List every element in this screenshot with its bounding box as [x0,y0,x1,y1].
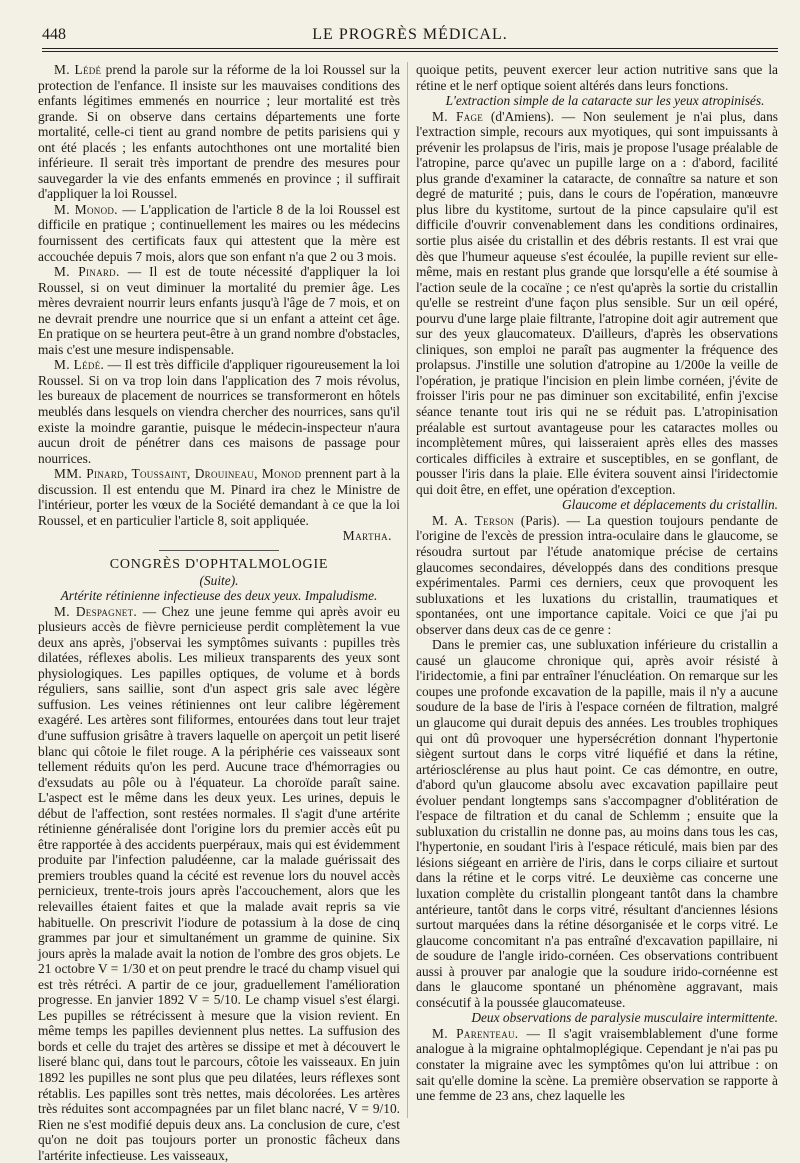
journal-title: LE PROGRÈS MÉDICAL. [312,26,508,43]
speaker-name: M. Fage [432,108,484,124]
paragraph-despagnet [38,604,400,1163]
speaker-name: M. Parenteau. [432,1025,519,1041]
paragraph-terson [416,513,778,637]
column-divider [407,62,408,1118]
section-heading: CONGRÈS D'OPHTALMOLOGIE [109,556,329,572]
article-subtitle-arterite: Artérite rétinienne infectieuse des deux yeux. Impaludisme. [60,588,378,604]
paragraph-pinard [38,264,400,357]
paragraph-text: — Il s'agit vraisemblablement d'une forme analogue à la migraine ophtalmoplégique. Cependant je n'ai pas pu constater la migraine avec les symptômes qu'on lui attribue : on sait qu'elle domine la scène. La première observation se rapporte à une femme de 23 ans, chez laquelle les [416,1025,779,1104]
speaker-name: M. Monod. [54,201,118,217]
speaker-name: M. Despagnet. [54,603,138,619]
paragraph-fage [416,109,778,498]
speaker-name: M. A. Terson [432,512,515,528]
section-separator [159,550,279,551]
section-suite: (Suite). [199,572,239,588]
article-subtitle-paralysie: Deux observations de paralysie musculaire intermittente. [471,1010,778,1026]
paragraph-text: — Il est très difficile d'appliquer rigoureusement la loi Roussel. Si on va trop loin dans l'application des 7 mois révolus, les bureaux de placement de nourrices se transformeront en hôtels meublés dans lesquels on viendra chercher des nourrices, sans qu'il existe la moindre garantie, puisque le médecin-inspecteur n'aura aucun droit de pénétrer dans ces maisons de passage pour nourrices. [38,357,400,466]
paragraph-lede-2 [38,357,400,466]
header-rule-top [42,48,778,49]
article-subtitle-cataracte: L'extraction simple de la cataracte sur les yeux atropinisés. [445,93,765,109]
paragraph-continuation: quoique petits, peuvent exercer leur action nutritive sans que la rétine et le nerf optique soient altérés dans leurs fonctions. [416,62,778,93]
paragraph-text: prend la parole sur la réforme de la loi Roussel sur la protection de l'enfance. Il insiste sur les mauvaises conditions des enfants légitimes emmenés en nourrice ; leur mortalité est très grande. Si on observe dans certains départements une forte mortalité, celle-ci tient au grand nombre de petits parisiens qui y ont été placés ; les enfants autochthones ont une mortalité bien inférieure. Il serait très important de prendre des mesures pour sauvegarder la vie des enfants emmenés en province ; il suffirait d'appliquer la loi Roussel. [38,62,400,202]
speaker-name: M. Lédé [54,62,102,77]
speaker-name: M. Lédé. [54,357,105,373]
left-column [38,62,401,1163]
speaker-name: MM. Pinard, Toussaint, Drouineau, Monod [54,466,302,482]
paragraph-lede-1 [38,62,400,202]
running-header [42,26,778,46]
speaker-name: M. Pinard. [54,264,120,280]
paragraph-text: (d'Amiens). — Non seulement je n'ai plus, dans l'extraction simple, recours aux myotiques, qui sont impuissants à prévenir les prolapsus de l'iris, mais je propose l'usage préalable de l'atropine, parce qu'avec un pupille large on a : d'abord, facilité plus grande d'examiner la cataracte, de connaître sa nature et son degré de maturité ; puis, dans le cours de l'opération, manœuvre plus libre du kystitome, surtout de la pince capsulaire qu'il est difficile d'ouvrir convenablement dans les conditions ordinaires, sortie plus aisée du cristallin et des débris restants. Il est vrai que dès que l'humeur aqueuse s'est écoulée, la pupille revient sur elle-même, mais en restant plus grande que lorsqu'elle a été soumise à l'action seule de la cocaïne ; ce n'est qu'après la sortie du cristallin qu'elle se restreint d'une façon plus sensible. Sur un œil opéré, pourvu d'une large plaie filtrante, l'atropine doit agir autrement que sur des yeux glaucomateux. D'ailleurs, d'après les observations cliniques, son emploi ne paraît pas augmenter la fréquence des prolapsus. J'instille une solution d'atropine au 1/200e la veille de l'opération, je pratique l'incision en plein limbe cornéen, j'évite de froisser l'iris pour ne pas diminuer son excitabilité, enfin j'excise séance tenante tout iris qui ne se réduit pas. L'atropinisation préalable est surtout avantageuse pour les cataractes molles ou incomplètement mûres, qui laisseraient après elles des masses corticales difficiles à extraire et susceptibles, en se gonflant, de pousser l'iris dans la plaie. Elle évitera souvent ainsi l'iridectomie qui doit être, en effet, une opération d'exception. [416,108,778,497]
paragraph-parenteau [416,1026,778,1104]
paragraph-text: (Paris). — La question toujours pendante de l'origine de l'excès de pression intra-oculaire dans le glaucome, se résoudra surtout par l'étude anatomique précise de certains glaucomes secondaires, développés dans des conditions presque expérimentales. Parmi ces derniers, ceux que provoquent les subluxations et les luxations du cristallin, traumatiques et spontanées, ont une importance capitale. Voici ce que j'ai pu observer dans deux cas de ce genre : [416,512,778,637]
signature: Martha. [342,528,392,544]
page-number: 448 [42,26,66,43]
paragraph-monod [38,202,400,264]
right-column [416,62,778,1118]
paragraph-text: — L'application de l'article 8 de la loi Roussel est difficile en pratique ; continuellement les maires ou les médecins fournissent des certificats faux qui attestent que la mère est accouchée depuis 7 mois, alors que son enfant n'a que 2 ou 3 mois. [38,201,400,264]
paragraph-text: — Chez une jeune femme qui après avoir eu plusieurs accès de fièvre pernicieuse perdit complètement la vue deux ans après, j'observai les symptômes suivants : pupilles très dilatées, réflexes abolis. Les milieux transparents des yeux sont physiologiques. Les papilles optiques, de volume et à bords réguliers, sans saillie, sont d'un aspect gris sale avec légère suffusion. Les veines rétiniennes ont leur calibre légèrement exagéré. Les artères sont filiformes, entourées dans tout leur trajet d'une suffusion grisâtre à travers laquelle on aperçoit un petit liseré blanc qui côtoie le filet rouge. A la périphérie ces vaisseaux sont tellement réduits qu'on les perd. Aucune trace d'hémorragies ou d'exsudats au pôle ou à l'équateur. La choroïde paraît saine. L'aspect est le même dans les deux yeux. Les urines, depuis le début de l'affection, sont restées normales. Il s'agit d'une artérite rétinienne généralisée dont l'origine lors du premier accès eût pu être rapportée à des accidents puerpéraux, mais qui est évidemment produite par l'infection paludéenne, car la malade guérissait des premiers troubles quand la cécité est revenue lors du nouvel accès pernicieux, trente-trois jours après l'accouchement, alors que les relevailles étaient faites et que la malade avait repris sa vie habituelle. On prescrivit l'iodure de potassium à la dose de cinq grammes par jour et simultanément un gramme de quinine. Six jours après la malade avait la notion de l'ombre des gros objets. Le 21 octobre V = 1/30 et on peut prendre le tracé du champ visuel qui est très rétréci. A partir de ce jour, graduellement l'amélioration progresse. En janvier 1892 V = 5/10. Le champ visuel s'est élargi. Les pupilles se rétrécissent à mesure que la vision revient. En même temps les papilles deviennent plus nettes. La suffusion des bords et celle du trajet des artères se dissipe et met à découvert le liseré blanc qui, dans tout le parcours, côtoie les vaisseaux. En juin 1892 les pupilles ne sont plus que peu dilatées, leurs réflexes sont rétablis. Les papilles sont très nettes, mais décolorées. Les artères très réduites sont accompagnées par un filet blanc nacré, V = 9/10. Rien ne s'est modifié depuis deux ans. La conclusion de cure, c'est qu'on ne doit pas toujours porter un pronostic fâcheux dans l'artérite infectieuse. Les vaisseaux, [38,603,401,1163]
paragraph-text: — Il est de toute nécessité d'appliquer la loi Roussel, si on veut diminuer la mortalité du premier âge. Les mères devraient nourrir leurs enfants jusqu'à l'âge de 7 mois, et on ne devrait prendre une nourrice que si un enfant a atteint cet âge. En pratique on se heurtera peut-être à un grand nombre d'obstacles, mais c'est une mesure indispensable. [38,264,400,357]
article-subtitle-glaucome: Glaucome et déplacements du cristallin. [561,497,778,513]
paragraph-discussion [38,466,400,528]
header-rule-bottom [42,51,778,52]
paragraph-text: prennent part à la discussion. Il est entendu que M. Pinard ira chez le Ministre de l'intérieur, porter les vœux de la Société demandant à ce que la loi Roussel, et en particulier l'article 8, soit appliquée. [38,466,400,528]
paragraph-terson-cases: Dans le premier cas, une subluxation inférieure du cristallin a causé un glaucome chronique qui, après avoir résisté à l'iridectomie, a fini par entraîner l'énucléation. On remarque sur les coupes une profonde excavation de la papille, mais il n'y a aucune soudure de la base de l'iris à l'espace cornéen de filtration, malgré un glaucome qui durait depuis des années. Les troubles trophiques qui ont dû provoquer une hypersécrétion donnant l'hypertonie siègent surtout dans le corps vitré liquéfié et dans la rétine, artériosclérense au plus haut point. Ce cas démontre, en outre, d'abord qu'un glaucome absolu avec excavation papillaire peut évoluer pendant longtemps sans s'accompagner d'oblitération de l'espace de filtration et du canal de Schlemm ; ensuite que la subluxation du cristallin ne donne pas, au moins dans tous les cas, l'hypertonie, en soudant l'iris à l'espace réticulé, mais bien par des lésions siégeant en arrière de l'iris, dans le corps ciliaire et surtout dans la rétine et le corps vitré. Le deuxième cas concerne une luxation complète du cristallin plongeant tantôt dans la chambre antérieure, tantôt dans le corps vitré, résultant d'anciennes lésions surtout marquées dans la rétine désorganisée et le corps vitré. Le glaucome concomitant n'a pas entraîné d'excavation papillaire, ni de soudure de l'angle irido-cornéen. Ces observations contribuent aussi à prouver par analogie que la soudure irido-cornéenne est dans le glaucome spontané un phénomène aggravant, mais consécutif à la poussée glaucomateuse. [416,637,778,1010]
